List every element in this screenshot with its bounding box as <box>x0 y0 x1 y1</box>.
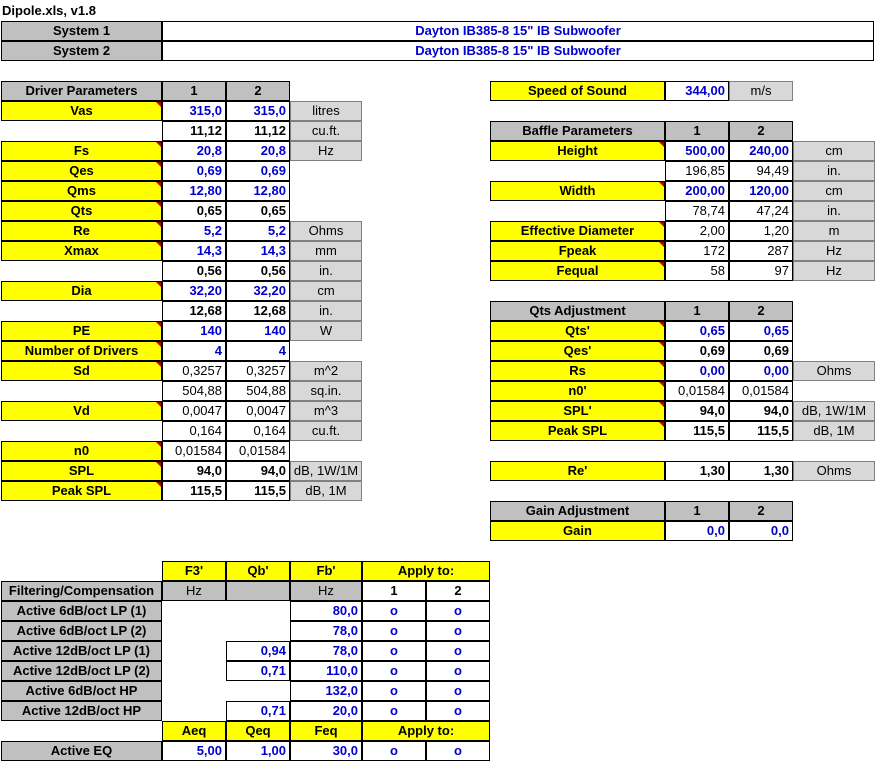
driver-value-2[interactable]: 5,2 <box>226 221 290 241</box>
system-label: System 1 <box>1 21 162 41</box>
re-prime-value-1: 1,30 <box>665 461 729 481</box>
qts-param-label: SPL' <box>490 401 665 421</box>
baffle-col1-header: 1 <box>665 121 729 141</box>
qts-value-1[interactable]: 0,00 <box>665 361 729 381</box>
baffle-value-2: 287 <box>729 241 793 261</box>
fb-unit: Hz <box>290 581 362 601</box>
driver-value-1[interactable]: 140 <box>162 321 226 341</box>
baffle-value-2: 97 <box>729 261 793 281</box>
qts-value-1[interactable]: 0,65 <box>665 321 729 341</box>
driver-param-label: Qms <box>1 181 162 201</box>
driver-value-2[interactable]: 12,80 <box>226 181 290 201</box>
driver-value-2[interactable]: 14,3 <box>226 241 290 261</box>
driver-unit: m^2 <box>290 361 362 381</box>
driver-value-2: 12,68 <box>226 301 290 321</box>
filter-fb-value[interactable]: 78,0 <box>290 621 362 641</box>
qts-param-label: Peak SPL <box>490 421 665 441</box>
baffle-param-label: Effective Diameter <box>490 221 665 241</box>
driver-unit: cm <box>290 281 362 301</box>
driver-value-2: 11,12 <box>226 121 290 141</box>
driver-value-1: 0,56 <box>162 261 226 281</box>
driver-value-2[interactable]: 0,69 <box>226 161 290 181</box>
baffle-value-2: 1,20 <box>729 221 793 241</box>
driver-value-1[interactable]: 0,69 <box>162 161 226 181</box>
baffle-value-2[interactable]: 240,00 <box>729 141 793 161</box>
driver-param-label: Xmax <box>1 241 162 261</box>
qb-unit <box>226 581 290 601</box>
driver-unit: sq.in. <box>290 381 362 401</box>
qts-value-2: 0,01584 <box>729 381 793 401</box>
re-prime-label: Re' <box>490 461 665 481</box>
driver-value-2: 94,0 <box>226 461 290 481</box>
driver-unit: dB, 1W/1M <box>290 461 362 481</box>
driver-unit: cu.ft. <box>290 121 362 141</box>
driver-parameters-header: Driver Parameters <box>1 81 162 101</box>
baffle-value-1[interactable]: 200,00 <box>665 181 729 201</box>
driver-value-1: 0,0047 <box>162 401 226 421</box>
baffle-col2-header: 2 <box>729 121 793 141</box>
baffle-unit: in. <box>793 161 875 181</box>
gain-value-1[interactable]: 0,0 <box>665 521 729 541</box>
system-label: System 2 <box>1 41 162 61</box>
driver-unit: in. <box>290 261 362 281</box>
driver-value-1[interactable]: 32,20 <box>162 281 226 301</box>
driver-unit: cu.ft. <box>290 421 362 441</box>
driver-col2-header: 2 <box>226 81 290 101</box>
aeq-header: Aeq <box>162 721 226 741</box>
baffle-param-label: Fpeak <box>490 241 665 261</box>
qts-col2-header: 2 <box>729 301 793 321</box>
fb-header: Fb' <box>290 561 362 581</box>
qts-value-1: 0,01584 <box>665 381 729 401</box>
filter-label: Active 6dB/oct LP (2) <box>1 621 162 641</box>
re-prime-value-2: 1,30 <box>729 461 793 481</box>
driver-param-label: Re <box>1 221 162 241</box>
driver-value-1[interactable]: 5,2 <box>162 221 226 241</box>
filter-label: Active 12dB/oct LP (2) <box>1 661 162 681</box>
filter-apply-2[interactable]: o <box>426 661 490 681</box>
driver-value-1[interactable]: 12,80 <box>162 181 226 201</box>
filter-apply-1[interactable]: o <box>362 641 426 661</box>
driver-param-label: Number of Drivers <box>1 341 162 361</box>
driver-value-2: 0,65 <box>226 201 290 221</box>
filter-label: Active 6dB/oct HP <box>1 681 162 701</box>
baffle-unit: cm <box>793 141 875 161</box>
driver-value-2[interactable]: 32,20 <box>226 281 290 301</box>
apply-1-header: 1 <box>362 581 426 601</box>
driver-value-1: 0,164 <box>162 421 226 441</box>
speed-of-sound-label: Speed of Sound <box>490 81 665 101</box>
qts-value-1: 115,5 <box>665 421 729 441</box>
baffle-parameters-header: Baffle Parameters <box>490 121 665 141</box>
qts-value-2[interactable]: 0,00 <box>729 361 793 381</box>
driver-unit: in. <box>290 301 362 321</box>
baffle-param-label: Height <box>490 141 665 161</box>
driver-value-2: 0,0047 <box>226 401 290 421</box>
filter-apply-2[interactable]: o <box>426 601 490 621</box>
driver-unit: Ohms <box>290 221 362 241</box>
qb-header: Qb' <box>226 561 290 581</box>
qts-adjustment-header: Qts Adjustment <box>490 301 665 321</box>
active-eq-apply-1[interactable]: o <box>362 741 426 761</box>
driver-value-1[interactable]: 4 <box>162 341 226 361</box>
baffle-value-1: 2,00 <box>665 221 729 241</box>
filter-apply-2[interactable]: o <box>426 641 490 661</box>
qeq-header: Qeq <box>226 721 290 741</box>
qts-value-2[interactable]: 0,65 <box>729 321 793 341</box>
gain-adjustment-header: Gain Adjustment <box>490 501 665 521</box>
filter-qb-value[interactable]: 0,71 <box>226 661 290 681</box>
filter-apply-2[interactable]: o <box>426 621 490 641</box>
feq-header: Feq <box>290 721 362 741</box>
driver-value-1: 0,01584 <box>162 441 226 461</box>
baffle-value-1: 58 <box>665 261 729 281</box>
apply-to-header: Apply to: <box>362 561 490 581</box>
filter-qb-value[interactable]: 0,94 <box>226 641 290 661</box>
gain-col2-header: 2 <box>729 501 793 521</box>
filter-apply-2[interactable]: o <box>426 681 490 701</box>
driver-value-1[interactable]: 315,0 <box>162 101 226 121</box>
driver-value-1[interactable]: 14,3 <box>162 241 226 261</box>
driver-param-label: Qes <box>1 161 162 181</box>
driver-value-2: 115,5 <box>226 481 290 501</box>
qts-param-label: Rs <box>490 361 665 381</box>
driver-param-label: PE <box>1 321 162 341</box>
baffle-unit: in. <box>793 201 875 221</box>
driver-param-label: n0 <box>1 441 162 461</box>
driver-param-label: SPL <box>1 461 162 481</box>
qts-value-1: 0,69 <box>665 341 729 361</box>
qts-col1-header: 1 <box>665 301 729 321</box>
qts-unit: dB, 1M <box>793 421 875 441</box>
active-eq-apply-2[interactable]: o <box>426 741 490 761</box>
file-title: Dipole.xls, v1.8 <box>2 3 96 18</box>
qts-param-label: Qts' <box>490 321 665 341</box>
qts-unit: Ohms <box>793 361 875 381</box>
filter-fb-value[interactable]: 110,0 <box>290 661 362 681</box>
driver-param-label: Vd <box>1 401 162 421</box>
f3-unit: Hz <box>162 581 226 601</box>
driver-value-1[interactable]: 20,8 <box>162 141 226 161</box>
driver-param-label: Dia <box>1 281 162 301</box>
driver-unit: m^3 <box>290 401 362 421</box>
filter-fb-value[interactable]: 20,0 <box>290 701 362 721</box>
baffle-value-2: 94,49 <box>729 161 793 181</box>
eq-apply-to-header: Apply to: <box>362 721 490 741</box>
gain-value-2[interactable]: 0,0 <box>729 521 793 541</box>
driver-unit: mm <box>290 241 362 261</box>
system-name-cell[interactable]: Dayton IB385-8 15" IB Subwoofer <box>162 41 874 61</box>
driver-value-2: 0,3257 <box>226 361 290 381</box>
speed-of-sound-unit: m/s <box>729 81 793 101</box>
driver-value-2[interactable]: 315,0 <box>226 101 290 121</box>
baffle-value-1[interactable]: 500,00 <box>665 141 729 161</box>
filter-apply-1[interactable]: o <box>362 701 426 721</box>
driver-param-label: Vas <box>1 101 162 121</box>
filter-fb-value[interactable]: 80,0 <box>290 601 362 621</box>
apply-2-header: 2 <box>426 581 490 601</box>
filter-apply-1[interactable]: o <box>362 621 426 641</box>
baffle-unit: Hz <box>793 261 875 281</box>
re-prime-unit: Ohms <box>793 461 875 481</box>
baffle-unit: Hz <box>793 241 875 261</box>
filter-apply-1[interactable]: o <box>362 601 426 621</box>
filter-fb-value[interactable]: 132,0 <box>290 681 362 701</box>
driver-param-label: Sd <box>1 361 162 381</box>
gain-col1-header: 1 <box>665 501 729 521</box>
driver-value-1: 0,3257 <box>162 361 226 381</box>
speed-of-sound-value[interactable]: 344,00 <box>665 81 729 101</box>
active-eq-label: Active EQ <box>1 741 162 761</box>
driver-value-1: 0,65 <box>162 201 226 221</box>
driver-unit: litres <box>290 101 362 121</box>
gain-label: Gain <box>490 521 665 541</box>
driver-value-2: 0,01584 <box>226 441 290 461</box>
filter-apply-1[interactable]: o <box>362 661 426 681</box>
filter-qb-value[interactable]: 0,71 <box>226 701 290 721</box>
filter-label: Active 12dB/oct LP (1) <box>1 641 162 661</box>
driver-value-2[interactable]: 140 <box>226 321 290 341</box>
driver-value-1: 11,12 <box>162 121 226 141</box>
baffle-param-label: Width <box>490 181 665 201</box>
driver-param-label: Qts <box>1 201 162 221</box>
driver-value-1: 94,0 <box>162 461 226 481</box>
driver-unit: dB, 1M <box>290 481 362 501</box>
active-eq-qeq[interactable]: 1,00 <box>226 741 290 761</box>
qts-param-label: n0' <box>490 381 665 401</box>
driver-unit: Hz <box>290 141 362 161</box>
qts-unit: dB, 1W/1M <box>793 401 875 421</box>
baffle-value-1: 172 <box>665 241 729 261</box>
driver-param-label: Fs <box>1 141 162 161</box>
qts-value-2: 0,69 <box>729 341 793 361</box>
filter-apply-2[interactable]: o <box>426 701 490 721</box>
driver-param-label: Peak SPL <box>1 481 162 501</box>
filter-label: Active 12dB/oct HP <box>1 701 162 721</box>
baffle-value-2: 47,24 <box>729 201 793 221</box>
system-name-cell[interactable]: Dayton IB385-8 15" IB Subwoofer <box>162 21 874 41</box>
qts-value-1: 94,0 <box>665 401 729 421</box>
baffle-value-1: 78,74 <box>665 201 729 221</box>
filter-label: Active 6dB/oct LP (1) <box>1 601 162 621</box>
driver-value-1: 504,88 <box>162 381 226 401</box>
baffle-unit: m <box>793 221 875 241</box>
f3-header: F3' <box>162 561 226 581</box>
driver-value-2: 504,88 <box>226 381 290 401</box>
baffle-value-2[interactable]: 120,00 <box>729 181 793 201</box>
driver-value-1: 115,5 <box>162 481 226 501</box>
qts-value-2: 94,0 <box>729 401 793 421</box>
filter-apply-1[interactable]: o <box>362 681 426 701</box>
filter-fb-value[interactable]: 78,0 <box>290 641 362 661</box>
driver-value-2: 0,56 <box>226 261 290 281</box>
driver-value-2: 0,164 <box>226 421 290 441</box>
baffle-param-label: Fequal <box>490 261 665 281</box>
qts-param-label: Qes' <box>490 341 665 361</box>
active-eq-aeq[interactable]: 5,00 <box>162 741 226 761</box>
driver-value-1: 12,68 <box>162 301 226 321</box>
baffle-value-1: 196,85 <box>665 161 729 181</box>
active-eq-feq[interactable]: 30,0 <box>290 741 362 761</box>
filtering-header: Filtering/Compensation <box>1 581 162 601</box>
driver-value-2[interactable]: 4 <box>226 341 290 361</box>
qts-value-2: 115,5 <box>729 421 793 441</box>
baffle-unit: cm <box>793 181 875 201</box>
driver-unit: W <box>290 321 362 341</box>
driver-col1-header: 1 <box>162 81 226 101</box>
driver-value-2[interactable]: 20,8 <box>226 141 290 161</box>
